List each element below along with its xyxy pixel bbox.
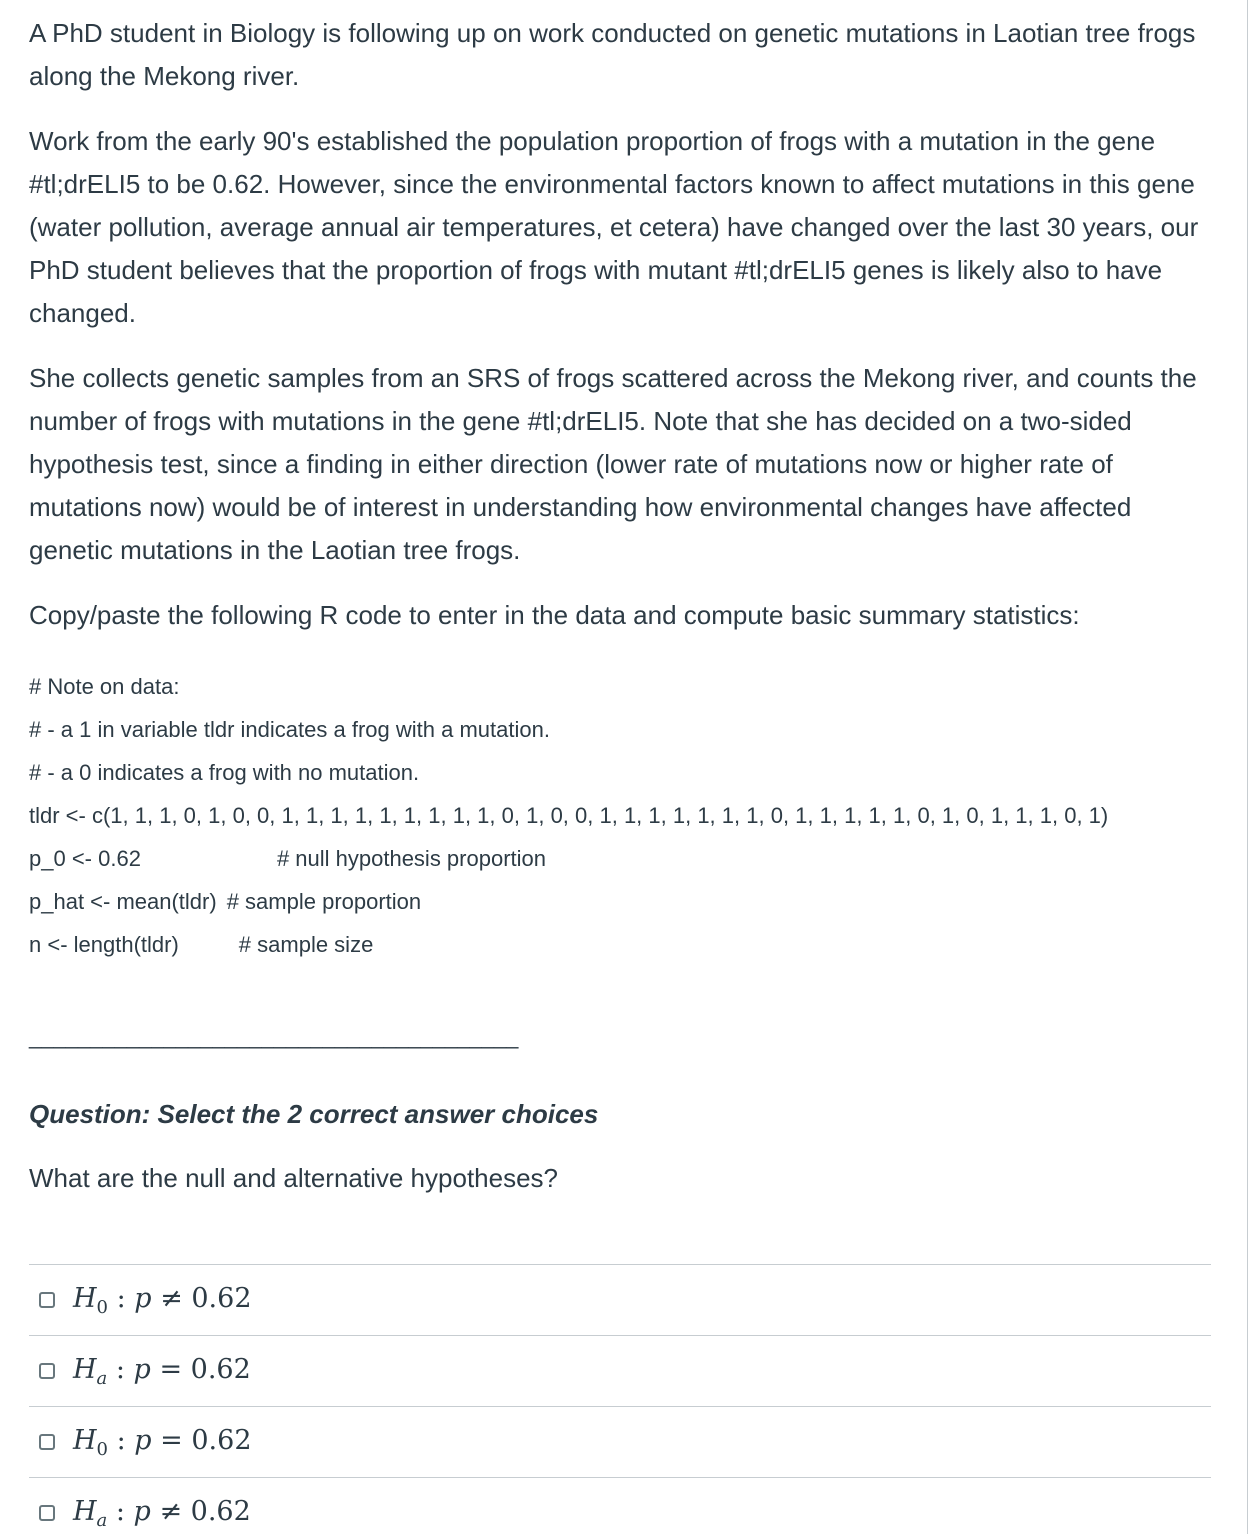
intro-paragraph-2: Work from the early 90's established the population proportion of frogs with a mutation in the gene #tl;drELI5 to be 0.62. However, since the environmental factors known to affect mutations in this gene (water pollution, average annual air temperatures, et cetera) have changed over the last 30 years, our PhD student believes that the proportion of frogs with mutant #tl;drELI5 genes is likely also to have changed. (29, 126, 1199, 328)
code-line-5-code: p_0 <- 0.62 (29, 846, 141, 871)
intro-paragraph-3: She collects genetic samples from an SRS of frogs scattered across the Mekong river, and counts the number of frogs with mutations in the gene #tl;drELI5. Note that she has decided on a two-sided hypothesis test, since a finding in either direction (lower rate of mutations now or higher rate of mutations now) would be of interest in understanding how environmental changes have affected genetic mutations in the Laotian tree frogs. (29, 363, 1197, 565)
code-line-2: # - a 1 in variable tldr indicates a frog with a mutation. (29, 717, 550, 742)
code-line-6-comment: # sample proportion (226, 889, 422, 914)
answer-label: $H_0$ : p ≠ 0.62 (73, 1282, 252, 1318)
code-line-6 (29, 880, 1219, 923)
answer-option-4[interactable] (29, 1478, 1211, 1534)
answer-option-2[interactable] (29, 1336, 1211, 1407)
answer-option-3[interactable] (29, 1407, 1211, 1478)
question-text: What are the null and alternative hypotheses? (29, 1163, 559, 1193)
code-line-4: tldr <- c(1, 1, 1, 0, 1, 0, 0, 1, 1, 1, 1, 1, 1, 1, 1, 1, 0, 1, 0, 0, 1, 1, 1, 1, 1, 1, 1, 0, 1, 1, 1, 1, 1, 0, 1, 0, 1, 1, 1, 0, 1) (29, 803, 1109, 828)
code-line-6-code: p_hat <- mean(tldr) (29, 889, 217, 914)
intro-paragraph-1: A PhD student in Biology is following up on work conducted on genetic mutations in Laotian tree frogs along the Mekong river. (29, 18, 1196, 91)
page-right-border (1247, 0, 1248, 1534)
code-line-7 (29, 923, 1219, 966)
code-line-7-code: n <- length(tldr) (29, 932, 179, 957)
r-code-block[interactable] (29, 665, 1219, 966)
answer-list (29, 1264, 1211, 1534)
code-line-5-comment: # null hypothesis proportion (276, 846, 546, 871)
intro-paragraph-4: Copy/paste the following R code to enter in the data and compute basic summary statistics: (29, 600, 1080, 630)
answer-label: $H_a$ : p ≠ 0.62 (73, 1495, 251, 1531)
checkbox[interactable] (39, 1292, 55, 1308)
code-line-7-comment: # sample size (238, 932, 374, 957)
checkbox[interactable] (39, 1434, 55, 1450)
answer-label: $H_a$ : p = 0.62 (73, 1353, 251, 1389)
separator-line: ________________________________________ (29, 1024, 519, 1049)
answer-option-1[interactable] (29, 1265, 1211, 1336)
answer-label: $H_0$ : p = 0.62 (73, 1424, 252, 1460)
question-content (29, 12, 1219, 1534)
question-title: Question: Select the 2 correct answer choices (29, 1099, 599, 1129)
checkbox[interactable] (39, 1363, 55, 1379)
code-line-3: # - a 0 indicates a frog with no mutation. (29, 760, 420, 785)
code-line-5 (29, 837, 1219, 880)
checkbox[interactable] (39, 1505, 55, 1521)
code-line-1: # Note on data: (29, 674, 180, 699)
